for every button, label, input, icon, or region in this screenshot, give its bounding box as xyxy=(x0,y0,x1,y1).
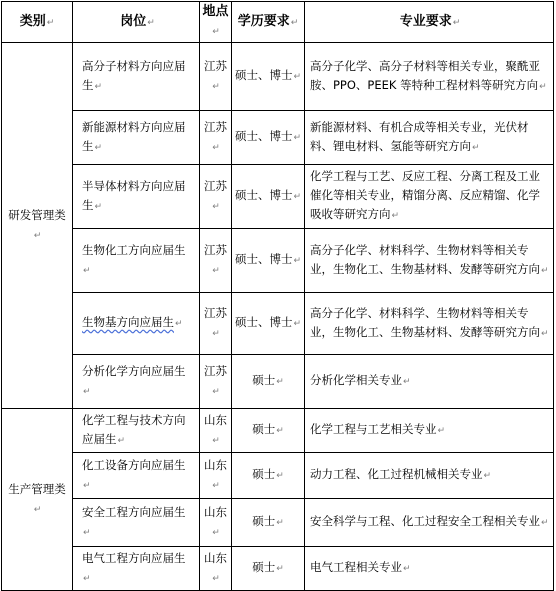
major-cell: 高分子化学、材料科学、生物材料等相关专业，生物化工、生物基材料、发酵等研究方向↵ xyxy=(305,229,554,293)
cell-end-mark: ↵ xyxy=(212,527,220,538)
table-row xyxy=(2,547,554,591)
cell-end-mark: ↵ xyxy=(212,328,220,339)
table-row xyxy=(2,111,554,165)
recruitment-table xyxy=(1,1,554,591)
table-row xyxy=(2,293,554,355)
position-cell: 化学工程与技术方向应届生↵ xyxy=(73,409,200,453)
location-cell: 江苏↵ xyxy=(200,293,232,355)
location-cell: 江苏↵ xyxy=(200,111,232,165)
position-cell: 化工设备方向应届生↵ xyxy=(73,453,200,499)
major-cell: 新能源材料、有机合成等相关专业，光伏材料、锂电材料、氢能等研究方向↵ xyxy=(305,111,554,165)
cell-end-mark: ↵ xyxy=(147,17,155,28)
cell-end-mark: ↵ xyxy=(175,319,183,329)
table-row xyxy=(2,453,554,499)
cell-end-mark: ↵ xyxy=(94,201,103,212)
table-row xyxy=(2,409,554,453)
table-row xyxy=(2,229,554,293)
location-cell: 山东↵ xyxy=(200,453,232,499)
cell-end-mark: ↵ xyxy=(539,81,547,92)
cell-end-mark: ↵ xyxy=(212,573,220,584)
position-cell: 半导体材料方向应届生↵ xyxy=(73,165,200,229)
cell-end-mark: ↵ xyxy=(83,573,91,584)
cell-end-mark: ↵ xyxy=(212,81,220,92)
location-cell: 山东↵ xyxy=(200,547,232,591)
cell-end-mark: ↵ xyxy=(212,265,220,276)
cell-end-mark: ↵ xyxy=(290,17,299,28)
position-cell: 安全工程方向应届生↵ xyxy=(73,499,200,547)
cell-end-mark: ↵ xyxy=(83,265,91,276)
cell-end-mark: ↵ xyxy=(83,386,91,397)
cell-end-mark: ↵ xyxy=(212,435,220,446)
location-cell: 江苏↵ xyxy=(200,43,232,111)
education-cell: 硕士↵ xyxy=(232,409,305,453)
cell-end-mark: ↵ xyxy=(94,81,103,92)
cell-end-mark: ↵ xyxy=(46,17,55,28)
table-row xyxy=(2,43,554,111)
category-cell-rd: 研发管理类↵ xyxy=(2,43,73,409)
cell-end-mark: ↵ xyxy=(541,328,549,339)
education-cell: 硕士、博士↵ xyxy=(232,229,305,293)
position-cell xyxy=(73,293,200,355)
major-cell: 化学工程与工艺相关专业↵ xyxy=(305,409,554,453)
cell-end-mark: ↵ xyxy=(437,426,446,436)
cell-end-mark: ↵ xyxy=(293,133,302,143)
education-cell: 硕士、博士↵ xyxy=(232,43,305,111)
cell-end-mark: ↵ xyxy=(33,504,42,515)
header-location: 地点↵ xyxy=(200,2,232,43)
cell-end-mark: ↵ xyxy=(94,142,103,153)
category-cell-production: 生产管理类↵ xyxy=(2,409,73,591)
major-cell: 安全科学与工程、化工过程安全工程相关专业↵ xyxy=(305,499,554,547)
cell-end-mark: ↵ xyxy=(117,435,126,446)
header-education: 学历要求↵ xyxy=(232,2,305,43)
header-position: 岗位↵ xyxy=(73,2,200,43)
location-cell: 江苏↵ xyxy=(200,165,232,229)
education-cell: 硕士↵ xyxy=(232,453,305,499)
cell-end-mark: ↵ xyxy=(276,564,284,574)
cell-end-mark: ↵ xyxy=(391,211,400,221)
table-row xyxy=(2,355,554,409)
major-cell: 化学工程与工艺、反应工程、分离工程及工业催化等相关专业，精馏分离、反应精馏、化学吸收等研究方向↵ xyxy=(305,165,554,229)
table-row xyxy=(2,499,554,547)
education-cell: 硕士↵ xyxy=(232,355,305,409)
education-cell: 硕士↵ xyxy=(232,499,305,547)
cell-end-mark: ↵ xyxy=(212,27,220,37)
education-cell: 硕士、博士↵ xyxy=(232,293,305,355)
location-cell: 江苏↵ xyxy=(200,229,232,293)
cell-end-mark: ↵ xyxy=(472,142,480,153)
cell-end-mark: ↵ xyxy=(293,72,302,82)
cell-end-mark: ↵ xyxy=(541,265,549,276)
cell-end-mark: ↵ xyxy=(276,426,284,436)
cell-end-mark: ↵ xyxy=(212,142,220,153)
cell-end-mark: ↵ xyxy=(33,230,42,241)
spellcheck-underlined-text: 生物基方向应届生 xyxy=(82,315,174,329)
cell-end-mark: ↵ xyxy=(483,471,492,481)
position-cell: 分析化学方向应届生↵ xyxy=(73,355,200,409)
major-cell: 分析化学相关专业↵ xyxy=(305,355,554,409)
education-cell: 硕士、博士↵ xyxy=(232,165,305,229)
cell-end-mark: ↵ xyxy=(403,377,411,387)
cell-end-mark: ↵ xyxy=(276,518,284,528)
cell-end-mark: ↵ xyxy=(293,256,302,266)
position-cell: 高分子材料方向应届生↵ xyxy=(73,43,200,111)
cell-end-mark: ↵ xyxy=(83,527,91,538)
location-cell: 山东↵ xyxy=(200,409,232,453)
cell-end-mark: ↵ xyxy=(212,480,220,491)
position-cell: 生物化工方向应届生↵ xyxy=(73,229,200,293)
education-cell: 硕士↵ xyxy=(232,547,305,591)
header-major: 专业要求↵ xyxy=(305,2,554,43)
major-cell: 高分子化学、高分子材料等相关专业，聚酰亚胺、PPO、PEEK 等特种工程材料等研究方向↵ xyxy=(305,43,554,111)
cell-end-mark: ↵ xyxy=(452,17,461,28)
cell-end-mark: ↵ xyxy=(293,319,302,329)
header-category: 类别↵ xyxy=(2,2,73,43)
major-cell: 电气工程相关专业↵ xyxy=(305,547,554,591)
position-cell: 新能源材料方向应届生↵ xyxy=(73,111,200,165)
cell-end-mark: ↵ xyxy=(276,471,284,481)
location-cell: 江苏↵ xyxy=(200,355,232,409)
cell-end-mark: ↵ xyxy=(276,377,284,387)
position-cell: 电气工程方向应届生↵ xyxy=(73,547,200,591)
location-cell: 山东↵ xyxy=(200,499,232,547)
cell-end-mark: ↵ xyxy=(212,201,220,212)
header-row xyxy=(2,2,554,43)
cell-end-mark: ↵ xyxy=(541,518,549,528)
cell-end-mark: ↵ xyxy=(403,564,411,574)
education-cell: 硕士、博士↵ xyxy=(232,111,305,165)
major-cell: 高分子化学、材料科学、生物材料等相关专业，生物化工、生物基材料、发酵等研究方向↵ xyxy=(305,293,554,355)
cell-end-mark: ↵ xyxy=(293,192,302,202)
table-row xyxy=(2,165,554,229)
major-cell: 动力工程、化工过程机械相关专业↵ xyxy=(305,453,554,499)
cell-end-mark: ↵ xyxy=(212,386,220,397)
cell-end-mark: ↵ xyxy=(83,480,91,491)
